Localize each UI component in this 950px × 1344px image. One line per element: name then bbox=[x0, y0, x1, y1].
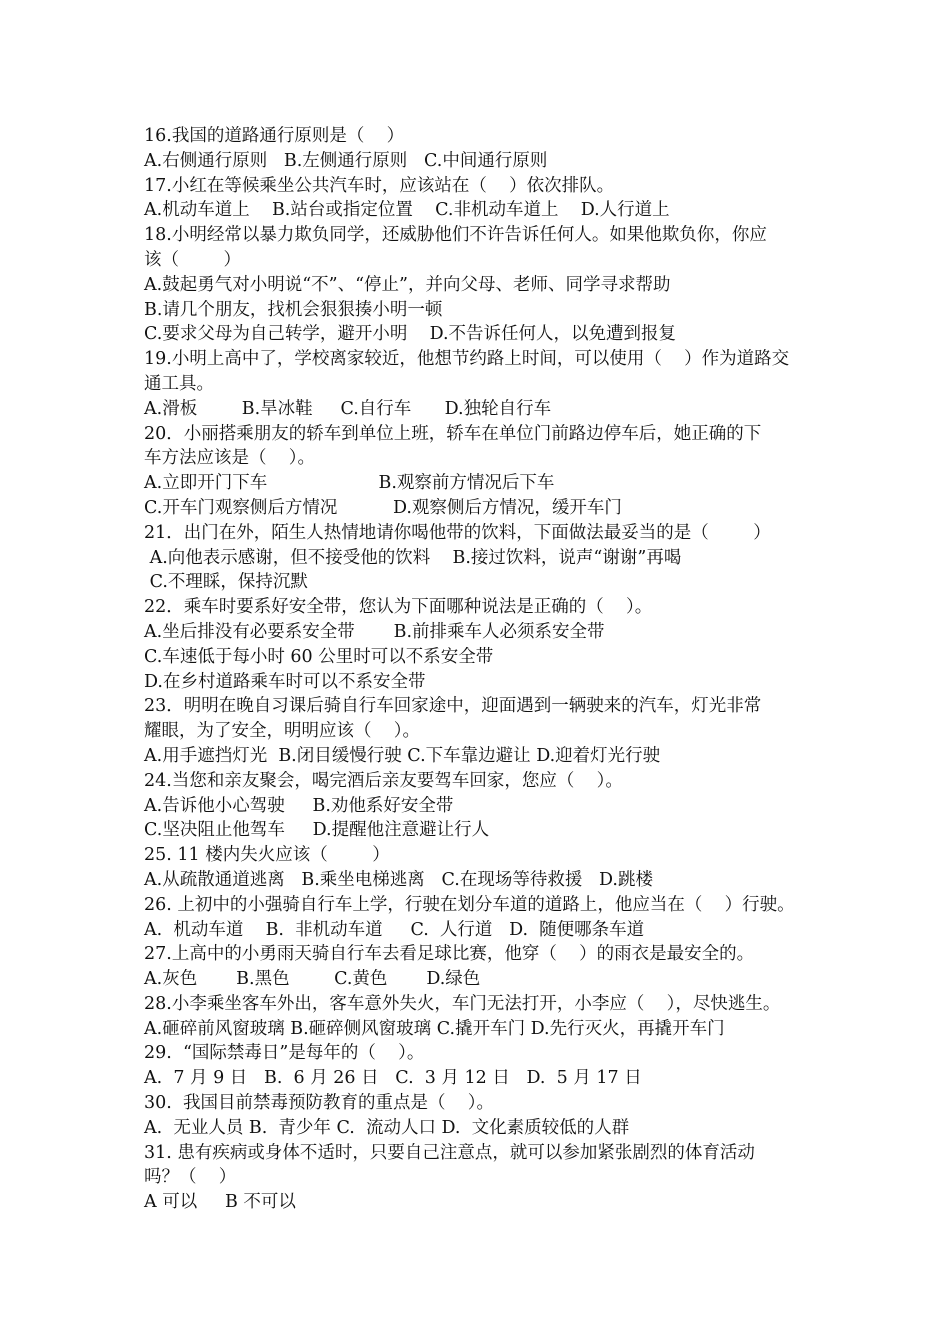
text-line: 18.小明经常以暴力欺负同学，还威胁他们不许告诉任何人。如果他欺负你，你应 bbox=[144, 225, 767, 246]
text-line: 16.我国的道路通行原则是（ ） bbox=[144, 126, 405, 146]
text-line: 23．明明在晚自习课后骑自行车回家途中，迎面遇到一辆驶来的汽车，灯光非常 bbox=[144, 696, 762, 717]
text-line: 20．小丽搭乘朋友的轿车到单位上班，轿车在单位门前路边停车后，她正确的下 bbox=[144, 423, 762, 444]
text-line: 21．出门在外，陌生人热情地请你喝他带的饮料，下面做法最妥当的是（ ） bbox=[144, 522, 771, 543]
text-line: A.立即开门下车 B.观察前方情况后下车 bbox=[144, 473, 555, 494]
text-line: B.请几个朋友，找机会狠狠揍小明一顿 bbox=[144, 299, 443, 320]
text-line: A.鼓起勇气对小明说“不”、“停止”，并向父母、老师、同学寻求帮助 bbox=[144, 274, 671, 295]
text-line: A 可以 B 不可以 bbox=[144, 1192, 296, 1213]
text-line: 19.小明上高中了，学校离家较近，他想节约路上时间，可以使用（ ）作为道路交 bbox=[144, 349, 790, 370]
text-line: 通工具。 bbox=[144, 373, 214, 394]
text-line: A.滑板 B.旱冰鞋 C.自行车 D.独轮自行车 bbox=[144, 398, 552, 419]
text-line: C.不理睬，保持沉默 bbox=[144, 572, 308, 593]
text-line: 24.当您和亲友聚会，喝完酒后亲友要驾车回家，您应（ ）。 bbox=[144, 770, 623, 791]
text-line: A.从疏散通道逃离 B.乘坐电梯逃离 C.在现场等待救援 D.跳楼 bbox=[144, 869, 653, 890]
text-line: A.用手遮挡灯光 B.闭目缓慢行驶 C.下车靠边避让 D.迎着灯光行驶 bbox=[144, 745, 661, 766]
text-line: A.向他表示感谢，但不接受他的饮料 B.接过饮料，说声“谢谢”再喝 bbox=[144, 547, 682, 568]
text-line: 车方法应该是（ ）。 bbox=[144, 448, 316, 469]
text-line: 25. 11 楼内失火应该（ ） bbox=[144, 845, 390, 866]
text-line: 27.上高中的小勇雨天骑自行车去看足球比赛，他穿（ ）的雨衣是最安全的。 bbox=[144, 944, 755, 965]
text-line: A.砸碎前风窗玻璃 B.砸碎侧风窗玻璃 C.撬开车门 D.先行灭火，再撬开车门 bbox=[144, 1018, 725, 1039]
text-line: 该（ ） bbox=[144, 249, 242, 270]
text-line: 26. 上初中的小强骑自行车上学，行驶在划分车道的道路上，他应当在（ ）行驶。 bbox=[144, 894, 795, 915]
text-line: C.车速低于每小时 60 公里时可以不系安全带 bbox=[144, 646, 494, 667]
text-line: A.右侧通行原则 B.左侧通行原则 C.中间通行原则 bbox=[144, 150, 548, 171]
text-line: A. 机动车道 B. 非机动车道 C. 人行道 D. 随便哪条车道 bbox=[144, 919, 645, 940]
text-line: 28.小李乘坐客车外出，客车意外失火，车门无法打开，小李应（ ），尽快逃生。 bbox=[144, 993, 781, 1014]
text-line: A. 无业人员 B. 青少年 C. 流动人口 D. 文化素质较低的人群 bbox=[144, 1117, 630, 1138]
document-page bbox=[144, 124, 812, 1215]
text-line: C.开车门观察侧后方情况 D.观察侧后方情况，缓开车门 bbox=[144, 497, 622, 518]
text-line: 31. 患有疾病或身体不适时，只要自己注意点，就可以参加紧张剧烈的体育活动 bbox=[144, 1142, 755, 1163]
text-line: 30. 我国目前禁毒预防教育的重点是（ ）。 bbox=[144, 1093, 494, 1114]
text-line: D.在乡村道路乘车时可以不系安全带 bbox=[144, 671, 426, 692]
text-line: A.机动车道上 B.站台或指定位置 C.非机动车道上 D.人行道上 bbox=[144, 200, 670, 221]
text-line: A.灰色 B.黑色 C.黄色 D.绿色 bbox=[144, 969, 481, 990]
text-line: C.要求父母为自己转学，避开小明 D.不告诉任何人，以免遭到报复 bbox=[144, 324, 677, 345]
text-line: 29. “国际禁毒日”是每年的（ ）。 bbox=[144, 1043, 425, 1064]
text-line: 吗？（ ） bbox=[144, 1167, 237, 1188]
text-line: 17.小红在等候乘坐公共汽车时，应该站在（ ）依次排队。 bbox=[144, 175, 615, 196]
text-line: 22．乘车时要系好安全带，您认为下面哪种说法是正确的（ ）。 bbox=[144, 597, 653, 618]
text-line: 耀眼，为了安全，明明应该（ ）。 bbox=[144, 721, 420, 742]
text-line: C.坚决阻止他驾车 D.提醒他注意避让行人 bbox=[144, 820, 490, 841]
text-line: A.告诉他小心驾驶 B.劝他系好安全带 bbox=[144, 795, 454, 816]
text-line: A.坐后排没有必要系安全带 B.前排乘车人必须系安全带 bbox=[144, 621, 605, 642]
text-line: A. 7 月 9 日 B. 6 月 26 日 C. 3 月 12 日 D. 5 月 17 日 bbox=[144, 1068, 642, 1089]
